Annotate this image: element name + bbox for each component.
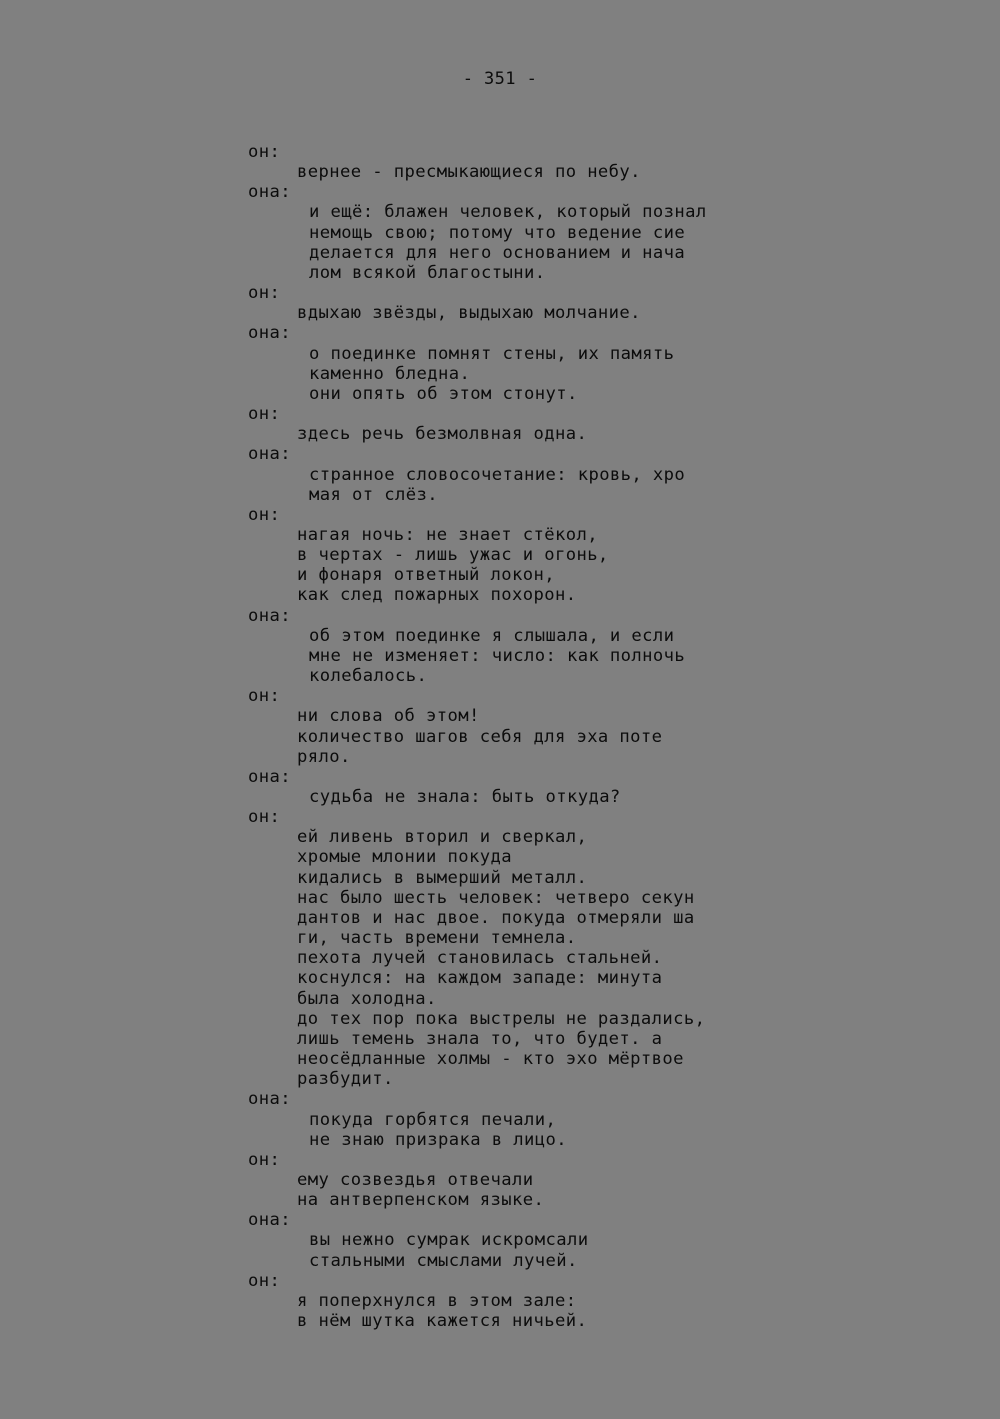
dialogue-line: и фонаря ответный локон,	[297, 565, 555, 586]
speaker-label: она:	[248, 605, 291, 626]
speaker-label: он:	[248, 807, 281, 828]
dialogue-line: и ещё: блажен человек, который познал	[309, 202, 707, 223]
dialogue-line: вдыхаю звёзды, выдыхаю молчание.	[297, 303, 641, 324]
dialogue-line: ги, часть времени темнела.	[297, 928, 577, 949]
dialogue-line: стальными смыслами лучей.	[309, 1250, 578, 1271]
dialogue-line: в нём шутка кажется ничьей.	[297, 1311, 588, 1332]
dialogue-line: лом всякой благостыни.	[309, 262, 546, 283]
dialogue-line: я поперхнулся в этом зале:	[297, 1290, 577, 1311]
dialogue-line: не знаю призрака в лицо.	[309, 1129, 567, 1150]
dialogue-line: количество шагов себя для эха поте	[297, 726, 663, 747]
dialogue-line: дантов и нас двое. покуда отмеряли ша	[297, 907, 695, 928]
speaker-label: она:	[248, 1089, 291, 1110]
dialogue-line: о поединке помнят стены, их память	[309, 343, 675, 364]
dialogue-line: пехота лучей становилась стальней.	[297, 948, 663, 969]
dialogue-line: мая от слёз.	[309, 484, 438, 505]
dialogue-line: здесь речь безмолвная одна.	[297, 424, 588, 445]
speaker-label: он:	[248, 404, 281, 425]
dialogue-line: странное словосочетание: кровь, хро	[309, 464, 686, 485]
dialogue-line: кидались в вымерший металл.	[297, 867, 588, 888]
dialogue-line: была холодна.	[297, 988, 437, 1009]
dialogue-line: судьба не знала: быть откуда?	[309, 787, 621, 807]
dialogue-line: покуда горбятся печали,	[309, 1109, 557, 1130]
dialogue-line: нас было шесть человек: четверо секун	[297, 887, 695, 908]
dialogue-line: как след пожарных похорон.	[297, 585, 577, 606]
dialogue-line: до тех пор пока выстрелы не раздались,	[297, 1008, 706, 1029]
dialogue-line: вы нежно сумрак искромсали	[309, 1230, 589, 1251]
speaker-label: она:	[248, 444, 291, 465]
dialogue-line: на антверпенском языке.	[297, 1190, 545, 1211]
dialogue-text	[248, 142, 978, 1331]
dialogue-line: разбудит.	[297, 1069, 394, 1090]
dialogue-line: в чертах - лишь ужас и огонь,	[297, 545, 609, 566]
speaker-label: она:	[248, 182, 291, 203]
dialogue-line: ни слова об этом!	[297, 706, 480, 727]
dialogue-line: лишь темень знала то, что будет. а	[297, 1028, 663, 1049]
speaker-label: он:	[248, 283, 281, 304]
dialogue-line: ему созвездья отвечали	[297, 1169, 534, 1190]
dialogue-line: делается для него основанием и нача	[309, 242, 686, 263]
dialogue-line: хромые млонии покуда	[297, 847, 512, 868]
speaker-label: он:	[248, 142, 281, 162]
speaker-label: она:	[248, 766, 291, 787]
dialogue-line: колебалось.	[309, 666, 428, 687]
dialogue-line: нагая ночь: не знает стёкол,	[297, 524, 598, 545]
dialogue-line: они опять об этом стонут.	[309, 383, 578, 404]
dialogue-line: каменно бледна.	[309, 363, 471, 384]
dialogue-line: неосёдланные холмы - кто эхо мёртвое	[297, 1049, 684, 1070]
speaker-label: он:	[248, 1270, 281, 1291]
dialogue-line: коснулся: на каждом западе: минута	[297, 968, 663, 989]
dialogue-line: немощь свою; потому что ведение сие	[309, 222, 686, 243]
dialogue-line: ей ливень вторил и сверкал,	[297, 827, 588, 848]
speaker-label: он:	[248, 686, 281, 707]
page-number: - 351 -	[462, 69, 538, 89]
speaker-label: он:	[248, 504, 281, 525]
dialogue-line: об этом поединке я слышала, и если	[309, 625, 675, 646]
speaker-label: он:	[248, 1149, 281, 1170]
dialogue-line: ряло.	[297, 746, 351, 767]
speaker-label: она:	[248, 1210, 291, 1231]
dialogue-line: мне не изменяет: число: как полночь	[309, 645, 686, 666]
speaker-label: она:	[248, 323, 291, 344]
dialogue-line: вернее - пресмыкающиеся по небу.	[297, 162, 641, 183]
